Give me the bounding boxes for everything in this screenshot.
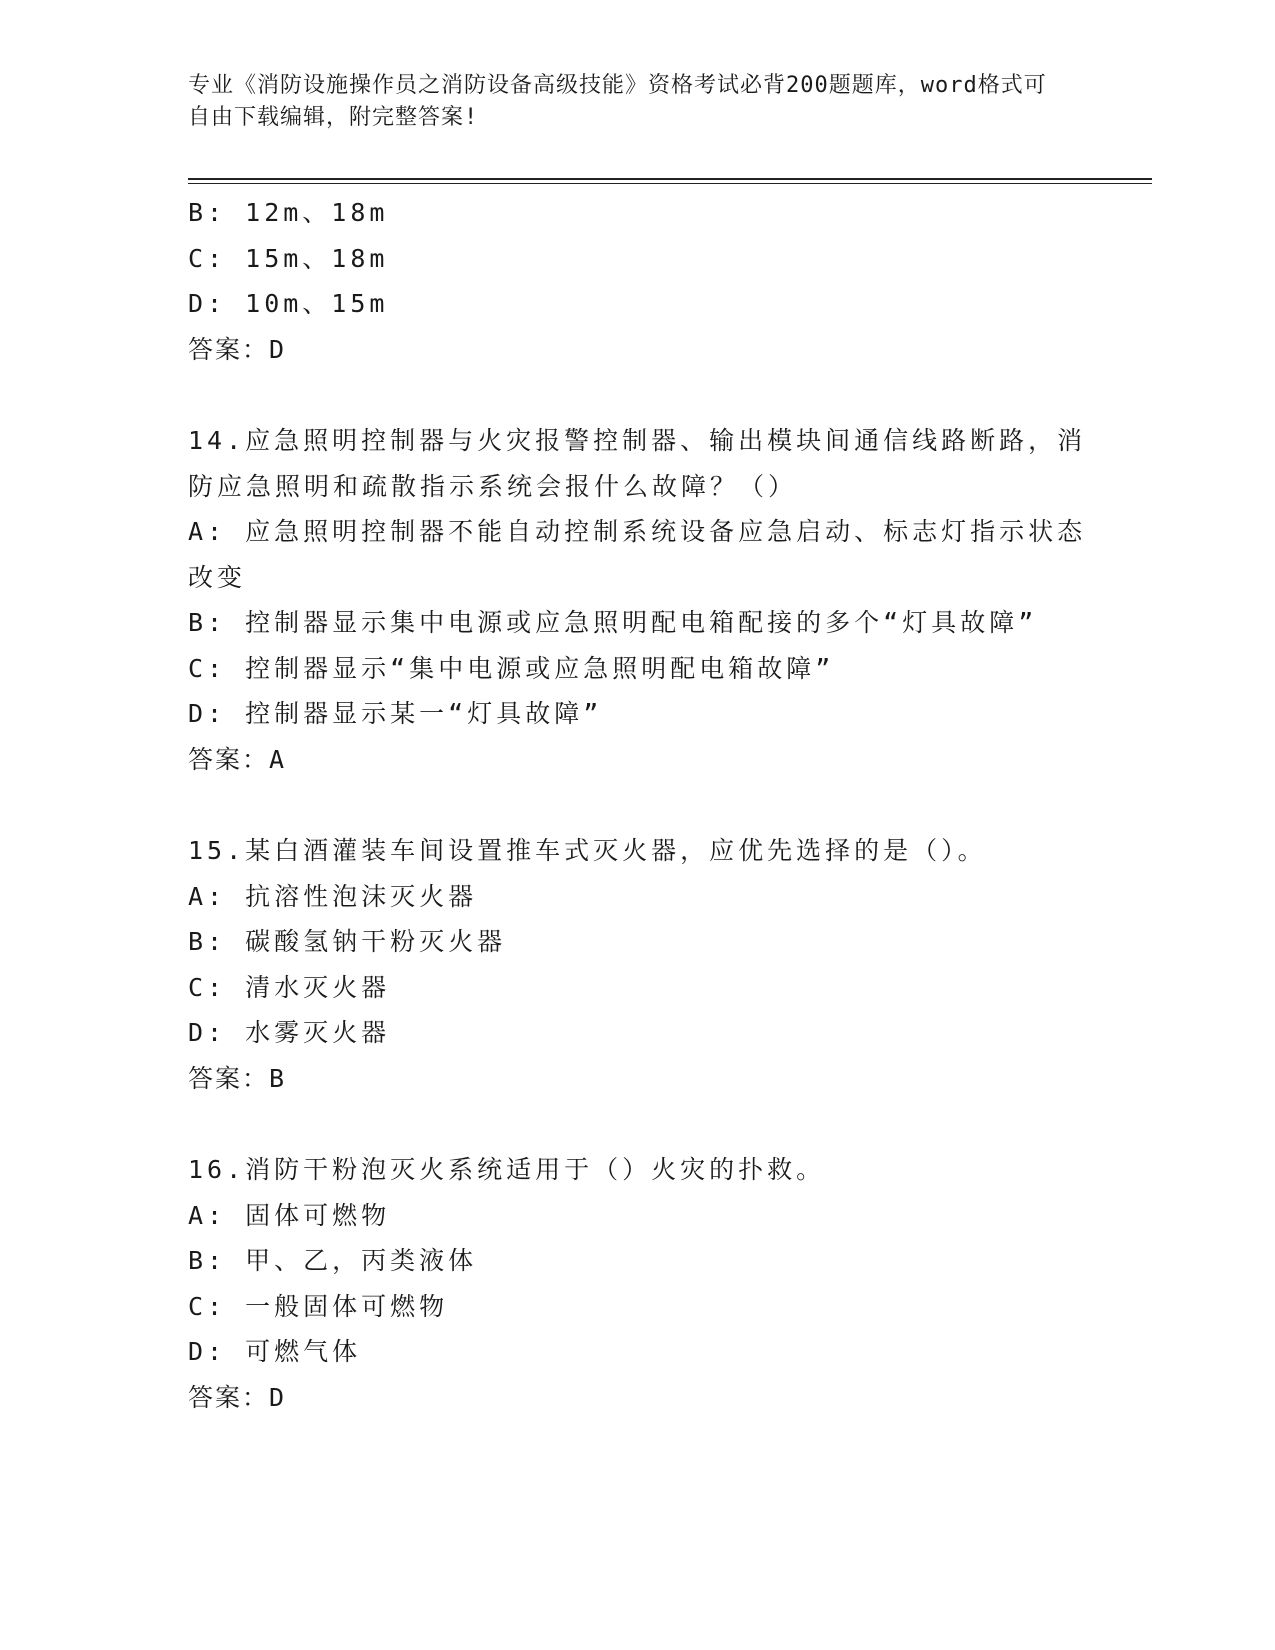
option-b: B: 碳酸氢钠干粉灭火器 — [188, 927, 507, 956]
option-d: D: 水雾灭火器 — [188, 1018, 391, 1047]
answer-line: 答案：B — [188, 1063, 287, 1093]
question-stem: 15.某白酒灌装车间设置推车式灭火器，应优先选择的是（）。 — [188, 836, 987, 865]
option-c: C: 控制器显示“集中电源或应急照明配电箱故障” — [188, 653, 835, 683]
option-d: D: 10m、15m — [188, 289, 389, 318]
question-stem: 14.应急照明控制器与火灾报警控制器、输出模块间通信线路断路，消防应急照明和疏散指示系统会报什么故障？（） — [188, 426, 1087, 501]
header-divider-thick — [188, 178, 1152, 180]
option-c: C: 15m、18m — [188, 243, 389, 273]
page-header: 专业《消防设施操作员之消防设备高级技能》资格考试必背200题题库，word格式可自由下载编辑，附完整答案! — [188, 73, 1047, 130]
option-a: A: 固体可燃物 — [188, 1200, 391, 1230]
question-16 — [188, 1147, 1088, 1420]
header-divider-thin — [188, 183, 1152, 184]
option-c: C: 一般固体可燃物 — [188, 1291, 449, 1321]
answer-line: 答案：D — [188, 1382, 287, 1412]
question-stem: 16.消防干粉泡灭火系统适用于（）火灾的扑救。 — [188, 1155, 826, 1184]
question-content — [188, 190, 1088, 1420]
option-b: B: 控制器显示集中电源或应急照明配电箱配接的多个“灯具故障” — [188, 608, 1038, 637]
answer-line: 答案：D — [188, 334, 287, 364]
option-d: D: 控制器显示某一“灯具故障” — [188, 699, 603, 728]
option-a: A: 应急照明控制器不能自动控制系统设备应急启动、标志灯指示状态改变 — [188, 517, 1087, 592]
option-c: C: 清水灭火器 — [188, 972, 391, 1002]
answer-line: 答案：A — [188, 744, 287, 774]
option-d: D: 可燃气体 — [188, 1337, 362, 1366]
question-13-continued — [188, 190, 1088, 372]
question-15 — [188, 828, 1088, 1101]
option-a: A: 抗溶性泡沫灭火器 — [188, 881, 478, 911]
option-b: B: 甲、乙，丙类液体 — [188, 1246, 478, 1275]
question-14 — [188, 418, 1088, 782]
option-b: B: 12m、18m — [188, 198, 389, 227]
